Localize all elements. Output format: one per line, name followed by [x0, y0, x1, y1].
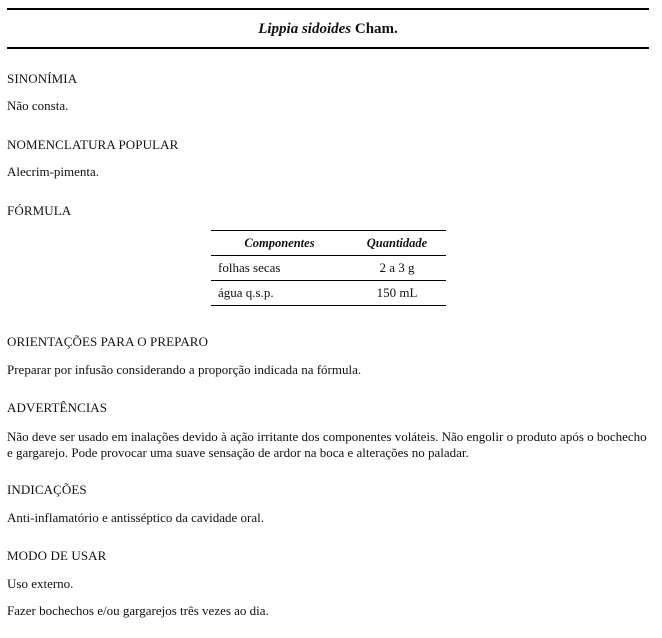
title-rule: [7, 47, 649, 49]
top-rule: [7, 8, 649, 10]
author-name: Cham.: [354, 21, 398, 37]
heading-sinonimia: SINONÍMIA: [7, 71, 78, 86]
col-header-quantidade: Quantidade: [348, 231, 446, 256]
text-modo-de-usar-1: Uso externo.: [7, 576, 74, 591]
col-header-componentes: Componentes: [211, 231, 348, 256]
text-sinonimia: Não consta.: [7, 98, 69, 113]
cell-componente: folhas secas: [211, 256, 348, 281]
text-nomenclatura: Alecrim-pimenta.: [7, 164, 100, 179]
text-advertencias: Não deve ser usado em inalações devido à ação irritante dos componentes voláteis. Não engolir o produto após o bochecho e gargarejo. Pode provocar uma suave sensação de ardor na boca e alterações no paladar.: [7, 429, 647, 460]
text-indicacoes: Anti-inflamatório e antisséptico da cavidade oral.: [7, 510, 265, 525]
scientific-name: Lippia sidoides: [258, 21, 352, 37]
cell-quantidade: 2 a 3 g: [348, 256, 446, 281]
heading-indicacoes: INDICAÇÕES: [7, 482, 87, 497]
monograph-title: [7, 19, 649, 39]
heading-formula: FÓRMULA: [7, 203, 72, 218]
cell-quantidade: 150 mL: [348, 281, 446, 306]
text-orientacoes: Preparar por infusão considerando a proporção indicada na fórmula.: [7, 362, 362, 377]
formula-table: [211, 230, 446, 306]
text-modo-de-usar-2: Fazer bochechos e/ou gargarejos três vezes ao dia.: [7, 603, 269, 618]
heading-modo-de-usar: MODO DE USAR: [7, 548, 107, 563]
heading-orientacoes: ORIENTAÇÕES PARA O PREPARO: [7, 334, 209, 349]
heading-advertencias: ADVERTÊNCIAS: [7, 400, 108, 415]
heading-nomenclatura: NOMENCLATURA POPULAR: [7, 137, 179, 152]
cell-componente: água q.s.p.: [211, 281, 348, 306]
table-row: [211, 281, 446, 306]
table-header-row: [211, 231, 446, 256]
table-row: [211, 256, 446, 281]
